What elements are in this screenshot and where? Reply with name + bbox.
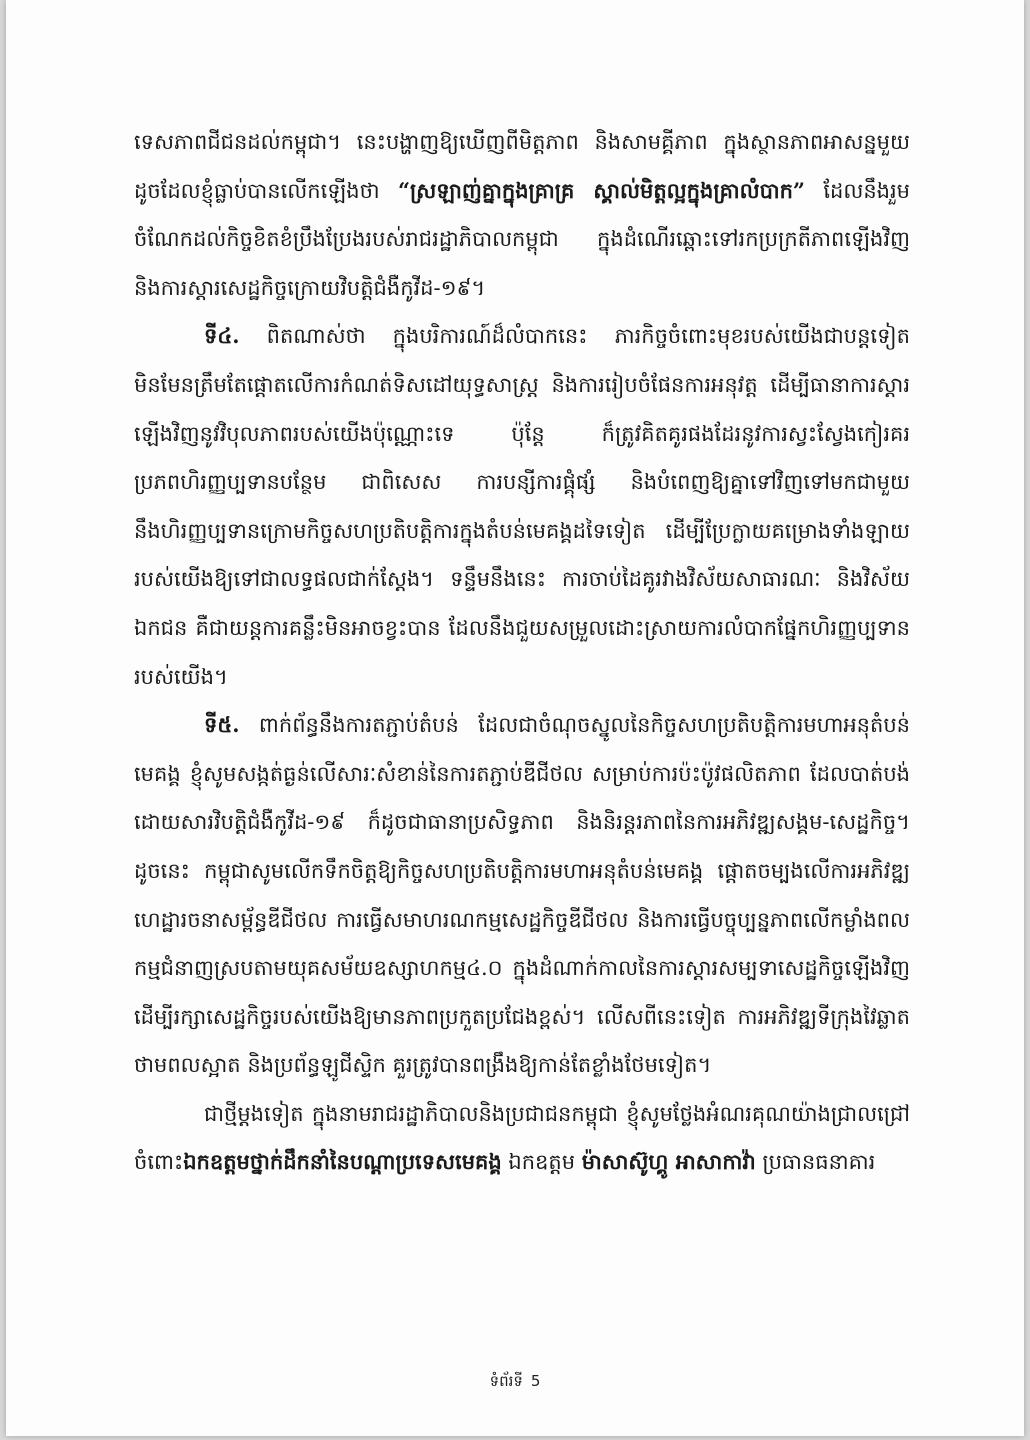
paragraph-3 [134,701,910,1090]
text-run: ជាថ្មីម្តងទៀត ក្នុងនាមរាជរដ្ឋាភិបាលនិងប្រជាជនកម្ពុជា ខ្ញុំសូមថ្លែងអំណរគុណយ៉ាងជ្រាលជ្រៅចំពោះ [134,1101,910,1175]
text-run: ពាក់ព័ន្ធនឹងការតភ្ជាប់តំបន់ ដែលជាចំណុចស្នូលនៃកិច្ចសហប្រតិបត្តិការមហាអនុតំបន់មេគង្គ ខ្ញុំសូមសង្កត់ធ្ងន់លើសារៈសំខាន់នៃការតភ្ជាប់ឌីជីថល សម្រាប់ការប៉ះប៉ូវផលិតភាព ដែលបាត់បង់ដោយសារវិបត្តិជំងឺកូវីដ-១៩ ក៏ដូចជាធានាប្រសិទ្ធភាព និងនិរន្តរភាពនៃការអភិវឌ្ឍសង្គម-សេដ្ឋកិច្ច។ ដូចនេះ កម្ពុជាសូមលើកទឹកចិត្តឱ្យកិច្ចសហប្រតិបត្តិការមហាអនុតំបន់មេគង្គ ផ្តោតចម្បងលើការអភិវឌ្ឍហេដ្ឋារចនាសម្ព័ន្ធឌីជីថល ការធ្វើសមាហរណកម្មសេដ្ឋកិច្ចឌីជីថល និងការធ្វើបច្ចុប្បន្នភាពលើកម្លាំងពលកម្មជំនាញស្របតាមយុគសម័យឧស្សាហកម្ម៤.០ ក្នុងដំណាក់កាលនៃការស្តារសម្បទាសេដ្ឋកិច្ចឡើងវិញ ដើម្បីរក្សាសេដ្ឋកិច្ចរបស់យើងឱ្យមានភាពប្រកួតប្រជែងខ្ពស់។ លើសពីនេះទៀត ការអភិវឌ្ឍទីក្រុងវៃឆ្លាត ថាមពលស្អាត និងប្រព័ន្ធឡូជីស្ទិក គួរត្រូវបានពង្រឹងឱ្យកាន់តែខ្លាំងថែមទៀត។ [134,713,910,1078]
body-text [134,118,910,1187]
paragraph-2 [134,312,910,701]
leaders-title: ឯកឧត្តមថ្នាក់ដឹកនាំនៃបណ្តាប្រទេសមេគង្គ [183,1149,502,1175]
page-footer [6,1372,1024,1394]
point-number: ទី៤. [204,323,240,349]
paragraph-4 [134,1090,910,1187]
document-page [6,0,1024,1436]
text-run: ដែលនឹងរួមចំណែកដល់កិច្ចខិតខំប្រឹងប្រែងរបស់រាជរដ្ឋាភិបាលកម្ពុជា ក្នុងដំណើរឆ្ពោះទៅរកប្រក្រតីភាពឡើងវិញ និងការស្តារសេដ្ឋកិច្ចក្រោយវិបត្តិជំងឺកូវីដ-១៩។ [134,178,910,300]
page-label: ទំព័រទី [489,1372,523,1390]
point-number: ទី៥. [204,712,240,738]
paragraph-1 [134,118,910,312]
quoted-saying: “ស្រឡាញ់គ្នាក្នុងគ្រាគ្រ ស្គាល់មិត្តល្អក្នុងគ្រាលំបាក” [397,177,805,203]
text-run: ឯកឧត្តម [501,1150,582,1175]
person-name: ម៉ាសាស៊ូហ្គូ អាសាកាវ៉ា [581,1149,756,1175]
page-number: 5 [530,1372,541,1390]
text-run: ប្រធានធនាគារ [755,1150,876,1175]
text-run: ទេសភាពជីជនដល់កម្ពុជា។ នេះបង្ហាញឱ្យឃើញពីមិត្តភាព និងសាមគ្គីភាព ក្នុងស្ថានភាពអាសន្នមួយ ដូចដែលខ្ញុំធ្លាប់បានលើកឡើងថា [134,130,910,203]
text-run: ពិតណាស់ថា ក្នុងបរិការណ៍ដ៏លំបាកនេះ ភារកិច្ចចំពោះមុខរបស់យើងជាបន្តទៀត មិនមែនត្រឹមតែផ្តោតលើការកំណត់ទិសដៅយុទ្ធសាស្ត្រ និងការរៀបចំផែនការអនុវត្ត ដើម្បីធានាការស្តារឡើងវិញនូវវិបុលភាពរបស់យើងប៉ុណ្ណោះទេ ប៉ុន្តែ ក៏ត្រូវគិតគូរផងដែរនូវការស្វះស្វែងកៀរគរប្រភពហិរញ្ញប្បទានបន្ថែម ជាពិសេស ការបន្សីការផ្គុំផ្សំ និងបំពេញឱ្យគ្នាទៅវិញទៅមកជាមួយនឹងហិរញ្ញប្បទានក្រោមកិច្ចសហប្រតិបត្តិការក្នុងតំបន់មេគង្គដទៃទៀត ដើម្បីប្រែក្លាយគម្រោងទាំងឡាយរបស់យើងឱ្យទៅជាលទ្ធផលជាក់ស្តែង។ ទន្ទឹមនឹងនេះ ការចាប់ដៃគូរវាងវិស័យសាធារណៈ និងវិស័យឯកជន គឺជាយន្តការគន្លឹះមិនអាចខ្វះបាន ដែលនឹងជួយសម្រួលដោះស្រាយការលំបាកផ្នែកហិរញ្ញប្បទានរបស់យើង។ [134,324,910,689]
